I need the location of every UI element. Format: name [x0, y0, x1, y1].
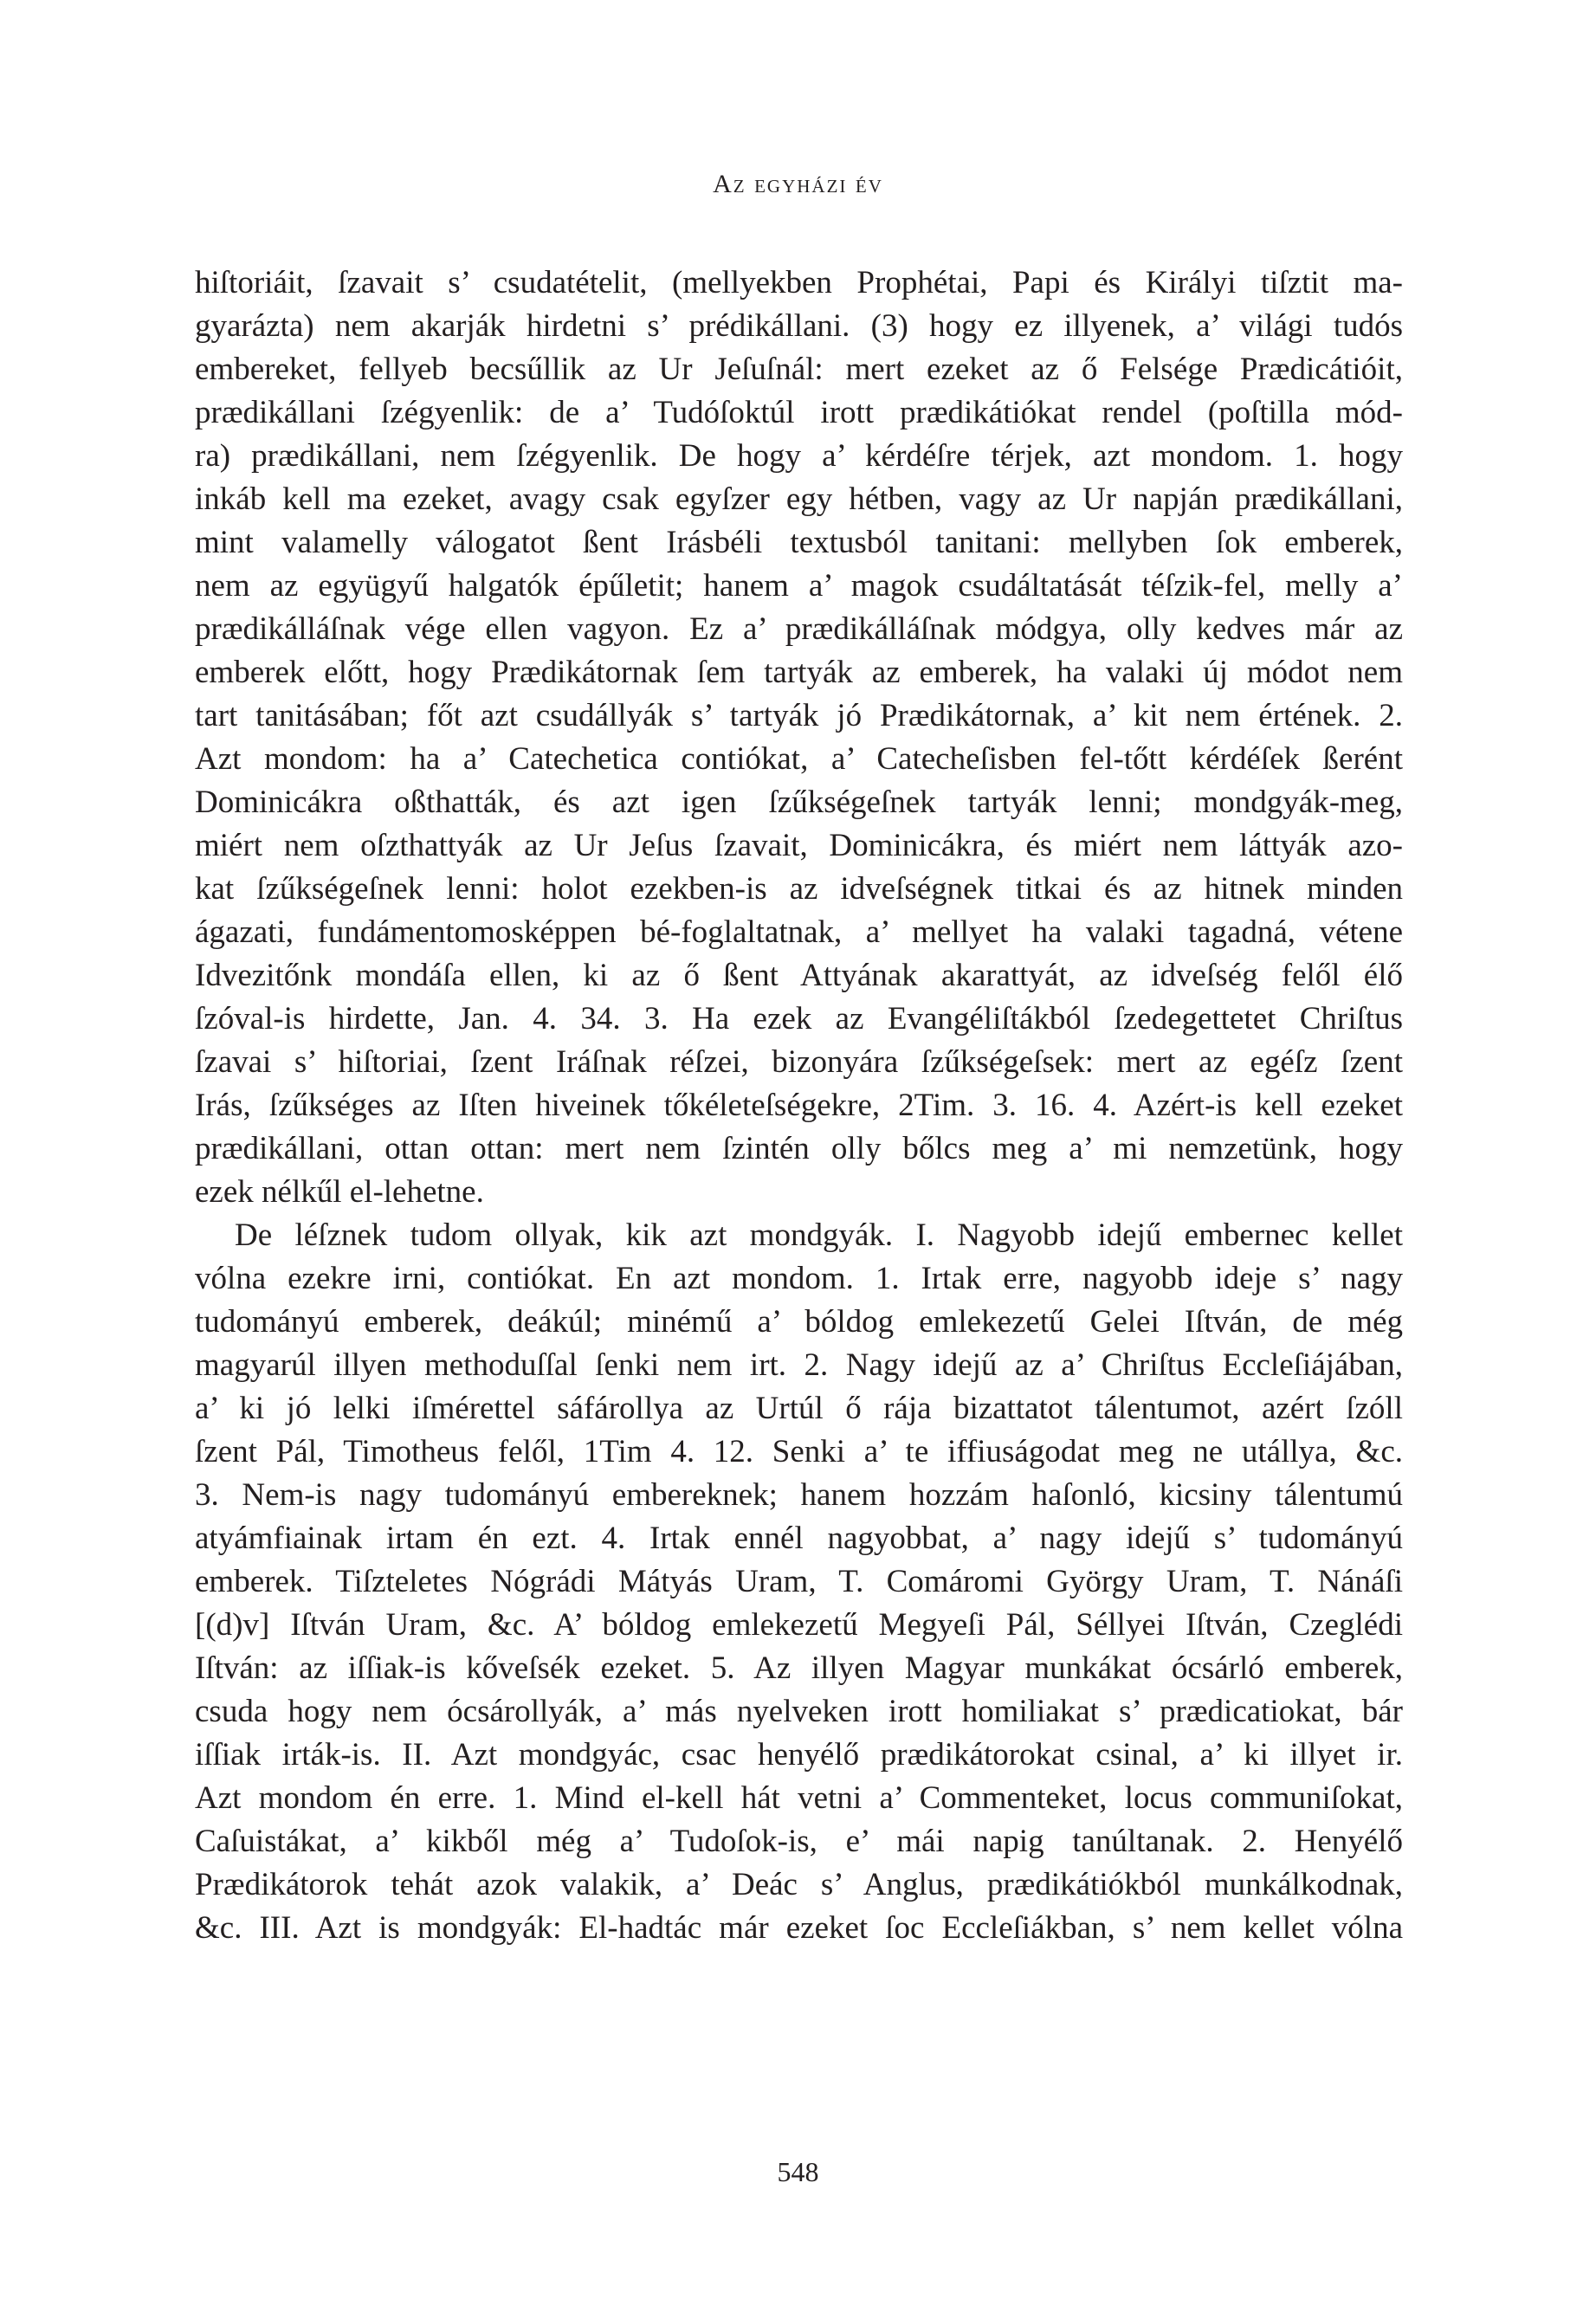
paragraph — [195, 1214, 1403, 1950]
text-line: miért nem oſzthattyák az Ur Jeſus ſzavait, Dominicákra, és miért nem láttyák azo- — [195, 828, 1403, 863]
text-line: nem az együgyű halgatók épűletit; hanem a’ magok csudáltatását téſzik-fel, melly a’ — [195, 568, 1403, 604]
text-line: tudományú emberek, deákúl; minémű a’ bóldog emlekezetű Gelei Iſtván, de még — [195, 1304, 1403, 1340]
text-line: 3. Nem-is nagy tudományú embereknek; hanem hozzám haſonló, kicsiny tálentumú — [195, 1477, 1403, 1513]
text-line: magyarúl illyen methoduſſal ſenki nem irt. 2. Nagy idejű az a’ Chriſtus Eccleſiájában, — [195, 1347, 1403, 1383]
text-line: Dominicákra oßthatták, és azt igen ſzűkségeſnek tartyák lenni; mondgyák-meg, — [195, 785, 1403, 820]
text-line: Iſtván: az iſſiak-is kőveſsék ezeket. 5. Az illyen Magyar munkákat ócsárló emberek, — [195, 1650, 1403, 1686]
text-line: Irás, ſzűkséges az Iſten hiveinek tőkéleteſségekre, 2Tim. 3. 16. 4. Azért-is kell ezeket — [195, 1088, 1403, 1123]
text-line: tart tanitásában; főt azt csudállyák s’ tartyák jó Prædikátornak, a’ kit nem értének. 2. — [195, 698, 1403, 733]
text-line: prædikállani, ottan ottan: mert nem ſzintén olly bőlcs meg a’ mi nemzetünk, hogy — [195, 1131, 1403, 1166]
text-line: Prædikátorok tehát azok valakik, a’ Deác s’ Anglus, prædikátiókból munkálkodnak, — [195, 1867, 1403, 1902]
text-line: emberek előtt, hogy Prædikátornak ſem tartyák az emberek, ha valaki új módot nem — [195, 655, 1403, 690]
text-line: ſzóval-is hirdette, Jan. 4. 34. 3. Ha ezek az Evangéliſtákból ſzedegettetet Chriſtus — [195, 1001, 1403, 1037]
text-line: Azt mondom: ha a’ Catechetica contiókat, a’ Catecheſisben fel-tőtt kérdéſek ßerént — [195, 741, 1403, 777]
text-line: Caſuistákat, a’ kikből még a’ Tudoſok-is, e’ mái napig tanúltanak. 2. Henyélő — [195, 1824, 1403, 1859]
text-line: prædikálláſnak vége ellen vagyon. Ez a’ prædikálláſnak módgya, olly kedves már az — [195, 611, 1403, 647]
text-line: a’ ki jó lelki iſmérettel sáfárollya az Urtúl ő rája bizattatot tálentumot, azért ſzóll — [195, 1391, 1403, 1426]
text-line: Idvezitőnk mondáſa ellen, ki az ő ßent Attyának akarattyát, az idveſség felől élő — [195, 958, 1403, 993]
text-line: hiſtoriáit, ſzavait s’ csudatételit, (mellyekben Prophétai, Papi és Királyi tiſztit ma- — [195, 265, 1403, 300]
body-text — [195, 262, 1403, 1950]
text-line: embereket, fellyeb becsűllik az Ur Jeſuſnál: mert ezeket az ő Felsége Prædicátióit, — [195, 352, 1403, 387]
text-line: vólna ezekre irni, contiókat. En azt mondom. 1. Irtak erre, nagyobb ideje s’ nagy — [195, 1261, 1403, 1296]
text-line: ra) prædikállani, nem ſzégyenlik. De hogy a’ kérdéſre térjek, azt mondom. 1. hogy — [195, 438, 1403, 474]
text-line: ágazati, fundámentomosképpen bé-foglaltatnak, a’ mellyet ha valaki tagadná, vétene — [195, 914, 1403, 950]
text-line: ſzent Pál, Timotheus felől, 1Tim 4. 12. Senki a’ te iffiuságodat meg ne utállya, &c. — [195, 1434, 1403, 1469]
text-line: emberek. Tiſzteletes Nógrádi Mátyás Uram, T. Comáromi György Uram, T. Nánáſi — [195, 1564, 1403, 1599]
text-line: iſſiak irták-is. II. Azt mondgyác, csac henyélő prædikátorokat csinal, a’ ki illyet ir. — [195, 1737, 1403, 1773]
text-line: gyarázta) nem akarják hirdetni s’ prédikállani. (3) hogy ez illyenek, a’ világi tudós — [195, 308, 1403, 344]
text-line: ſzavai s’ hiſtoriai, ſzent Iráſnak réſzei, bizonyára ſzűkségeſsek: mert az egéſz ſzent — [195, 1044, 1403, 1080]
text-line: inkáb kell ma ezeket, avagy csak egyſzer egy hétben, vagy az Ur napján prædikállani, — [195, 481, 1403, 517]
paragraph — [195, 262, 1403, 1214]
text-line: &c. III. Azt is mondgyák: El-hadtác már ezeket ſoc Eccleſiákban, s’ nem kellet vólna — [195, 1910, 1403, 1946]
text-line: csuda hogy nem ócsárollyák, a’ más nyelveken irott homiliakat s’ prædicatiokat, bár — [195, 1694, 1403, 1729]
text-line: ezek nélkűl el-lehetne. — [195, 1174, 484, 1210]
text-line: atyámfiainak irtam én ezt. 4. Irtak ennél nagyobbat, a’ nagy idejű s’ tudományú — [195, 1521, 1403, 1556]
text-line: [(d)v] Iſtván Uram, &c. A’ bóldog emlekezetű Megyeſi Pál, Séllyei Iſtván, Czeglédi — [195, 1607, 1403, 1643]
page-number: 548 — [777, 2156, 819, 2187]
text-line: Azt mondom én erre. 1. Mind el-kell hát vetni a’ Commenteket, locus communiſokat, — [195, 1780, 1403, 1816]
running-head: Az egyházi év — [713, 170, 883, 198]
text-line: kat ſzűkségeſnek lenni: holot ezekben-is az idveſségnek titkai és az hitnek minden — [195, 871, 1403, 907]
text-line: prædikállani ſzégyenlik: de a’ Tudóſoktúl irott prædikátiókat rendel (poſtilla mód- — [195, 395, 1403, 430]
text-line: mint valamelly válogatot ßent Irásbéli textusból tanitani: mellyben ſok emberek, — [195, 525, 1403, 560]
text-line: De léſznek tudom ollyak, kik azt mondgyák. I. Nagyobb idejű embernec kellet — [235, 1217, 1403, 1253]
